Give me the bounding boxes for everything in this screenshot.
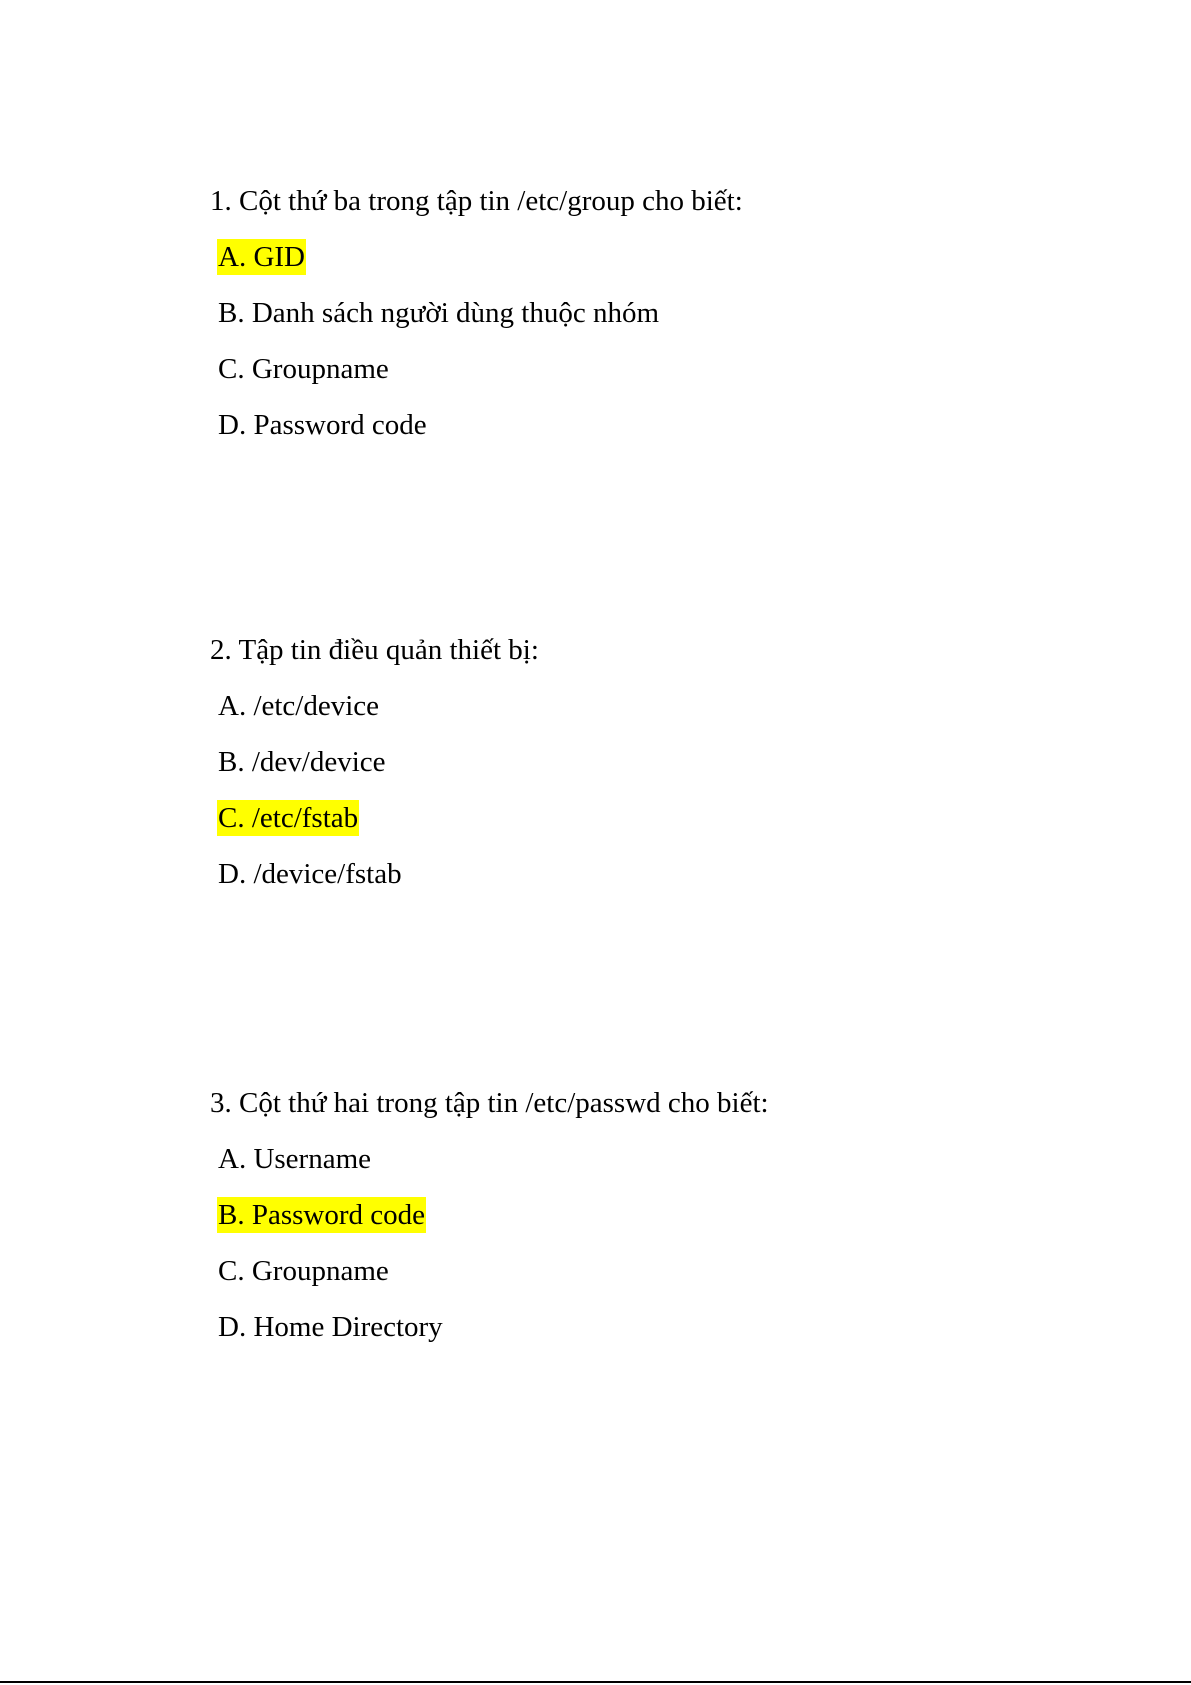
option-c (210, 351, 1110, 387)
option-d (210, 1309, 1110, 1345)
question-title: 1. Cột thứ ba trong tập tin /etc/group cho biết: (210, 185, 743, 217)
option-text: D. Password code (218, 409, 427, 441)
option-b (210, 1197, 1110, 1233)
option-text: C. Groupname (218, 1255, 389, 1287)
question-title: 3. Cột thứ hai trong tập tin /etc/passwd cho biết: (210, 1087, 769, 1119)
option-a (210, 239, 1110, 275)
option-b (210, 295, 1110, 331)
option-text: A. /etc/device (218, 690, 380, 722)
option-text: D. Home Directory (218, 1311, 443, 1343)
page-bottom-rule (0, 1681, 1191, 1683)
option-text: C. Groupname (218, 353, 389, 385)
question-3 (210, 1085, 1110, 1345)
option-text: A. GID (218, 241, 305, 273)
option-text: B. /dev/device (218, 746, 386, 778)
option-c (210, 1253, 1110, 1289)
option-c (210, 800, 1110, 836)
option-text: C. /etc/fstab (218, 802, 359, 834)
option-d (210, 856, 1110, 892)
answer-options (210, 239, 1110, 443)
option-text: B. Password code (218, 1199, 426, 1231)
answer-options (210, 688, 1110, 892)
question-title: 2. Tập tin điều quản thiết bị: (210, 634, 539, 666)
question-2 (210, 632, 1110, 892)
question-1 (210, 183, 1110, 443)
option-a (210, 688, 1110, 724)
option-d (210, 407, 1110, 443)
answer-options (210, 1141, 1110, 1345)
option-b (210, 744, 1110, 780)
option-text: A. Username (218, 1143, 372, 1175)
option-text: B. Danh sách người dùng thuộc nhóm (218, 297, 660, 329)
option-a (210, 1141, 1110, 1177)
option-text: D. /device/fstab (218, 858, 402, 890)
